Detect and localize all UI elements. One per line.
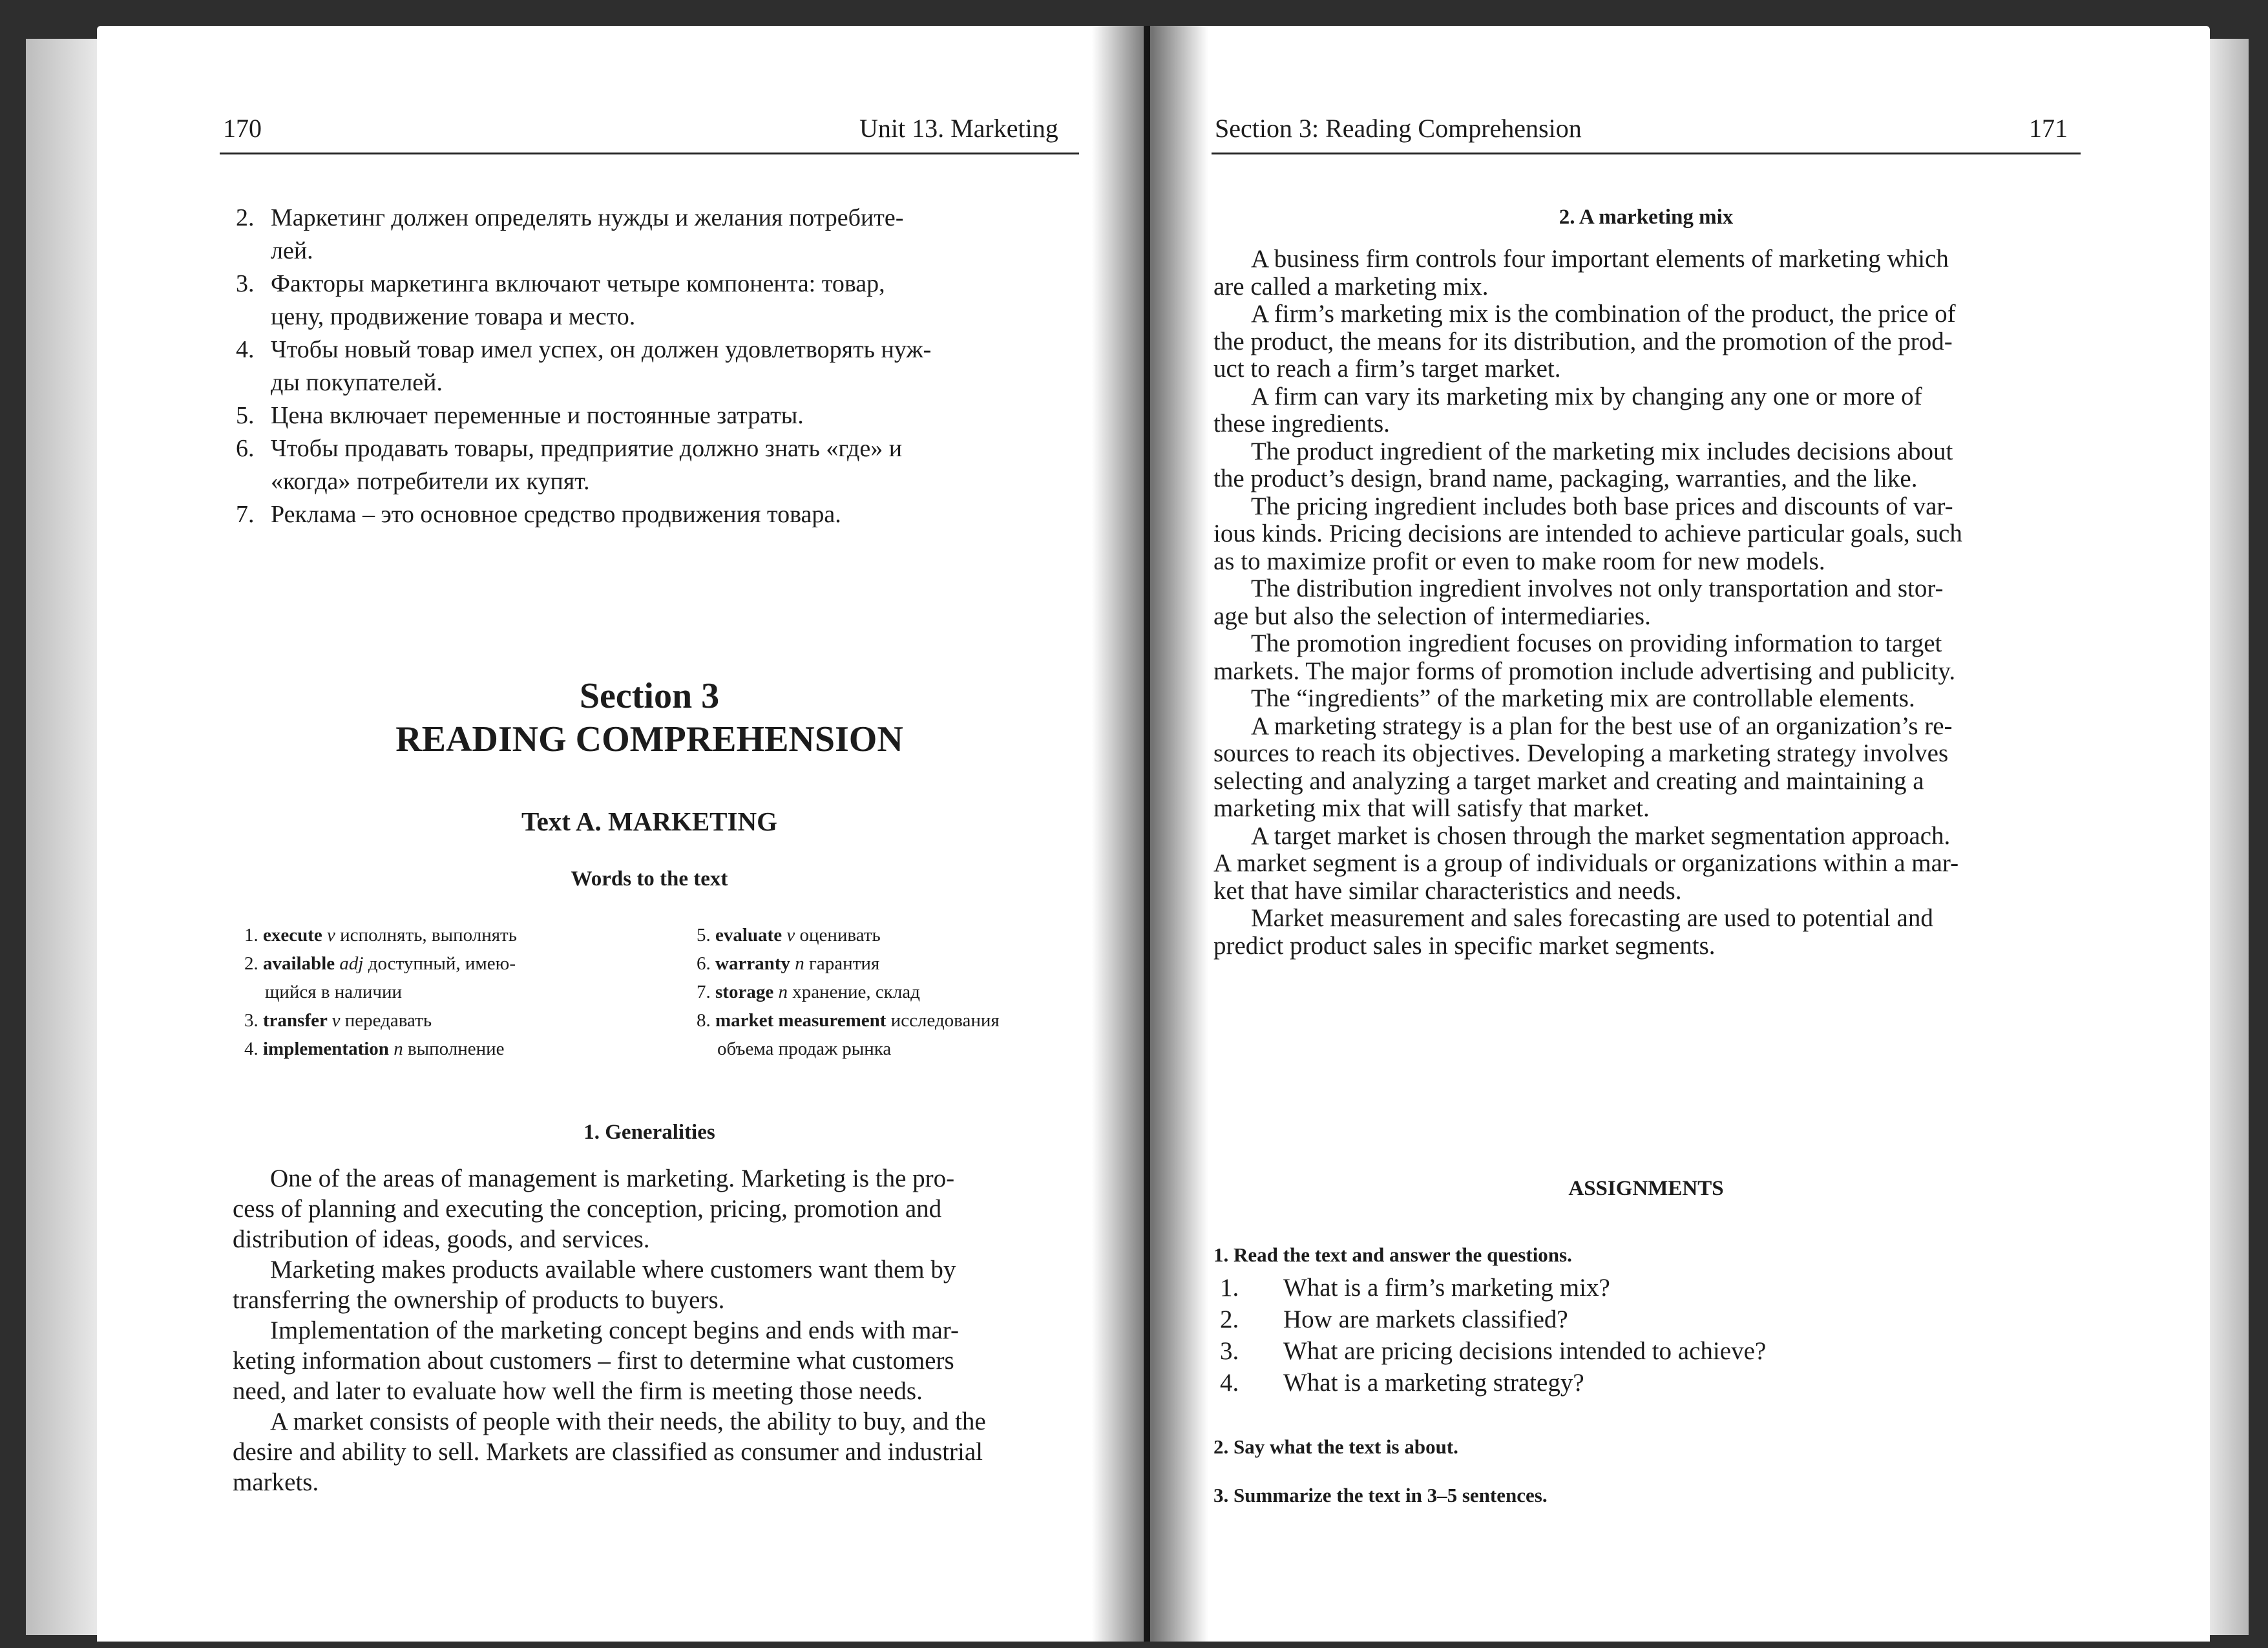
paragraph-line: One of the areas of management is marketing. Marketing is the pro- <box>270 1165 955 1192</box>
word-number: 3. <box>244 1010 263 1031</box>
word-term: storage <box>715 982 779 1002</box>
ru-line <box>236 399 1089 432</box>
ru-line <box>236 465 1089 498</box>
paragraph-line: cess of planning and executing the conception, pricing, promotion and <box>233 1195 942 1223</box>
question-number: 3. <box>1220 1337 1239 1365</box>
question-number: 2. <box>1220 1305 1239 1333</box>
paragraph-line: the product, the means for its distribution, and the promotion of the prod- <box>1213 327 1953 355</box>
word-term: implementation <box>263 1039 394 1059</box>
word-number: 6. <box>697 953 715 974</box>
ru-line <box>236 366 1089 399</box>
word-entry-cont <box>697 1035 1123 1063</box>
generalities-text <box>233 1163 1092 1497</box>
question-text: How are markets classified? <box>1283 1305 1568 1333</box>
paragraph-line: uct to reach a firm’s target market. <box>1213 355 1561 383</box>
word-definition: исполнять, выполнять <box>340 925 517 945</box>
word-definition: гарантия <box>808 953 880 974</box>
paragraph-line: A marketing strategy is a plan for the best use of an organization’s re- <box>1251 712 1953 740</box>
paragraph-line: need, and later to evaluate how well the firm is meeting those needs. <box>233 1377 923 1405</box>
paragraph-line: A business firm controls four important elements of marketing which <box>1251 245 1949 273</box>
word-definition: объема продаж рынка <box>717 1039 892 1059</box>
right-page-edges <box>2210 39 2249 1635</box>
paragraph-line: predict product sales in specific market segments. <box>1213 931 1716 960</box>
paragraph-line: The distribution ingredient involves not only transportation and stor- <box>1251 575 1944 602</box>
question-text: What is a firm’s marketing mix? <box>1283 1274 1610 1302</box>
task-2: 2. Say what the text is about. <box>1213 1435 1458 1458</box>
question-text: What is a marketing strategy? <box>1283 1369 1584 1397</box>
section-label: Section 3 <box>579 676 720 716</box>
word-pos: n <box>394 1039 408 1059</box>
word-definition: доступный, имею- <box>368 953 516 974</box>
paragraph-line: these ingredients. <box>1213 410 1390 438</box>
ru-text: Чтобы продавать товары, предприятие должно знать «где» и <box>271 435 903 462</box>
paragraph-line: ious kinds. Pricing decisions are intended to achieve particular goals, such <box>1213 520 1962 547</box>
word-term: available <box>263 953 340 974</box>
word-definition: щийся в наличии <box>265 982 403 1002</box>
ru-text: «когда» потребители их купят. <box>271 468 590 495</box>
section-title: READING COMPREHENSION <box>395 719 903 759</box>
question-item <box>1220 1272 2060 1304</box>
paragraph-line: ket that have similar characteristics and needs. <box>1213 876 1682 905</box>
ru-text: лей. <box>271 237 313 264</box>
right-page <box>1150 26 2210 1642</box>
paragraph-line: The pricing ingredient includes both base prices and discounts of var- <box>1251 492 1953 520</box>
paragraph-line: markets. The major forms of promotion include advertising and publicity. <box>1213 657 1956 685</box>
word-list-right <box>697 921 1123 1063</box>
ru-text: Цена включает переменные и постоянные затраты. <box>271 402 804 429</box>
word-pos: v <box>327 925 341 945</box>
word-term: execute <box>263 925 328 945</box>
ru-number: 3. <box>236 270 255 297</box>
marketing-mix-text <box>1213 246 2083 960</box>
paragraph-line: distribution of ideas, goods, and services. <box>233 1225 650 1253</box>
assignments-heading: ASSIGNMENTS <box>1568 1177 1724 1200</box>
generalities-heading: 1. Generalities <box>583 1121 715 1144</box>
ru-line <box>236 333 1089 366</box>
paragraph-line: Implementation of the marketing concept begins and ends with mar- <box>270 1316 959 1344</box>
text-title: Text A. MARKETING <box>521 807 777 836</box>
question-number: 4. <box>1220 1369 1239 1397</box>
ru-line <box>236 301 1089 333</box>
word-number: 7. <box>697 982 715 1002</box>
word-definition: оценивать <box>799 925 881 945</box>
question-text: What are pricing decisions intended to achieve? <box>1283 1337 1767 1365</box>
paragraph-line: A target market is chosen through the market segmentation approach. <box>1251 821 1951 850</box>
ru-text: Маркетинг должен определять нужды и желания потребите- <box>271 204 904 231</box>
ru-text: цену, продвижение товара и место. <box>271 303 636 330</box>
word-entry <box>697 1006 1123 1035</box>
word-number: 4. <box>244 1039 263 1059</box>
paragraph-line: The promotion ingredient focuses on providing information to target <box>1251 629 1942 657</box>
word-definition: хранение, склад <box>792 982 920 1002</box>
word-pos: adj <box>339 953 368 974</box>
book-gutter-shadow <box>1092 26 1208 1642</box>
word-number: 8. <box>697 1010 715 1031</box>
task-1: 1. Read the text and answer the questions. <box>1213 1243 1572 1266</box>
paragraph-line: age but also the selection of intermediaries. <box>1213 602 1651 630</box>
left-page-edges <box>26 39 97 1635</box>
ru-line <box>236 268 1089 301</box>
task-3: 3. Summarize the text in 3–5 sentences. <box>1213 1484 1548 1506</box>
left-page <box>97 26 1144 1642</box>
ru-text: Реклама – это основное средство продвижения товара. <box>271 501 841 528</box>
word-pos: v <box>786 925 800 945</box>
word-pos: v <box>331 1010 345 1031</box>
word-term: warranty <box>715 953 795 974</box>
paragraph-line: markets. <box>233 1468 319 1496</box>
word-list-left <box>244 921 671 1063</box>
word-entry <box>244 921 671 949</box>
word-number: 1. <box>244 925 263 945</box>
word-entry <box>697 978 1123 1006</box>
words-heading: Words to the text <box>571 867 728 891</box>
word-term: market measurement <box>715 1010 891 1031</box>
paragraph-line: A market consists of people with their needs, the ability to buy, and the <box>270 1408 986 1435</box>
paragraph-line: keting information about customers – first to determine what customers <box>233 1347 954 1375</box>
paragraph-line: marketing mix that will satisfy that market. <box>1213 794 1650 822</box>
word-pos: n <box>795 953 809 974</box>
ru-text: Факторы маркетинга включают четыре компонента: товар, <box>271 270 885 297</box>
word-entry <box>244 1006 671 1035</box>
ru-line <box>236 432 1089 465</box>
left-page-number: 170 <box>223 114 262 143</box>
word-term: transfer <box>263 1010 332 1031</box>
paragraph-line: A firm’s marketing mix is the combination of the product, the price of <box>1251 300 1956 328</box>
paragraph-line: A market segment is a group of individuals or organizations within a mar- <box>1213 849 1959 877</box>
question-number: 1. <box>1220 1274 1239 1302</box>
word-pos: n <box>778 982 793 1002</box>
word-entry-cont <box>244 978 671 1006</box>
word-definition: исследования <box>890 1010 1000 1031</box>
word-entry <box>244 949 671 978</box>
ru-number: 5. <box>236 402 255 429</box>
word-definition: выполнение <box>407 1039 505 1059</box>
paragraph-line: Marketing makes products available where customers want them by <box>270 1256 956 1284</box>
left-running-head: Unit 13. Marketing <box>859 114 1058 143</box>
word-number: 5. <box>697 925 715 945</box>
paragraph-line: sources to reach its objectives. Developing a marketing strategy involves <box>1213 739 1949 767</box>
question-item <box>1220 1335 2060 1367</box>
paragraph-line: Market measurement and sales forecasting are used to potential and <box>1251 904 1933 932</box>
ru-number: 4. <box>236 336 255 363</box>
mix-heading: 2. A marketing mix <box>1559 206 1734 229</box>
word-term: evaluate <box>715 925 787 945</box>
ru-line <box>236 235 1089 268</box>
word-definition: передавать <box>344 1010 432 1031</box>
ru-number: 7. <box>236 501 255 528</box>
ru-line <box>236 202 1089 235</box>
right-running-head: Section 3: Reading Comprehension <box>1215 114 1582 143</box>
paragraph-line: transferring the ownership of products to buyers. <box>233 1286 725 1314</box>
paragraph-line: the product’s design, brand name, packaging, warranties, and the like. <box>1213 465 1918 492</box>
paragraph-line: selecting and analyzing a target market and creating and maintaining a <box>1213 766 1924 795</box>
word-entry <box>697 949 1123 978</box>
right-page-number: 171 <box>2029 114 2068 143</box>
paragraph-line: The product ingredient of the marketing mix includes decisions about <box>1251 437 1953 465</box>
left-header-rule <box>220 153 1079 154</box>
word-number: 2. <box>244 953 263 974</box>
right-header-rule <box>1212 153 2081 154</box>
russian-sentences-list <box>236 202 1089 531</box>
word-entry <box>697 921 1123 949</box>
questions-list <box>1220 1272 2060 1399</box>
paragraph-line: The “ingredients” of the marketing mix are controllable elements. <box>1251 684 1915 712</box>
paragraph-line: are called a marketing mix. <box>1213 272 1489 301</box>
ru-text: Чтобы новый товар имел успех, он должен удовлетворять нуж- <box>271 336 932 363</box>
question-item <box>1220 1367 2060 1399</box>
ru-text: ды покупателей. <box>271 369 443 396</box>
word-entry <box>244 1035 671 1063</box>
paragraph-line: A firm can vary its marketing mix by changing any one or more of <box>1251 382 1922 410</box>
paragraph-line: as to maximize profit or even to make room for new models. <box>1213 547 1825 575</box>
question-item <box>1220 1304 2060 1335</box>
paragraph-line: desire and ability to sell. Markets are classified as consumer and industrial <box>233 1438 983 1466</box>
ru-number: 2. <box>236 204 255 231</box>
ru-number: 6. <box>236 435 255 462</box>
ru-line <box>236 498 1089 531</box>
